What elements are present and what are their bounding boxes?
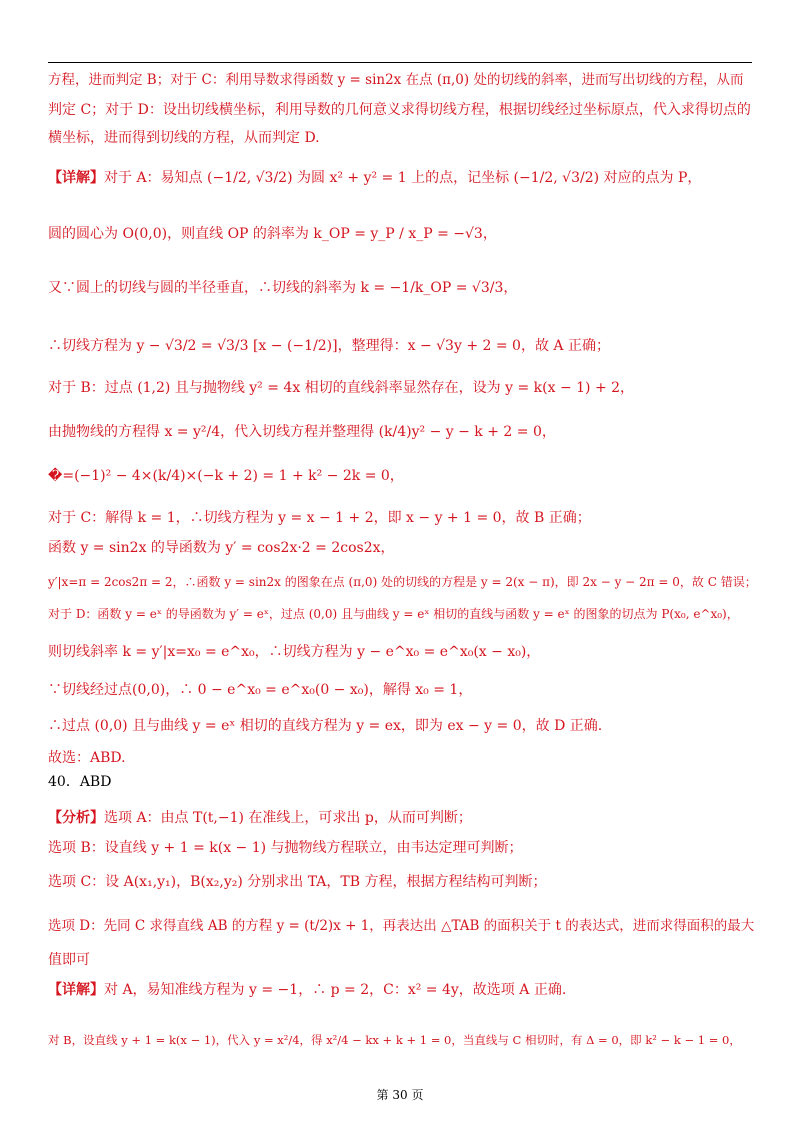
text-line: 【详解】对 A，易知准线方程为 y = −1，∴ p = 2，C：x² = 4y，故选项 A 正确. bbox=[48, 982, 567, 998]
text-line: 对于 C：解得 k = 1，∴切线方程为 y = x − 1 + 2，即 x − y + 1 = 0，故 B 正确； bbox=[48, 510, 591, 526]
text-line: 对于 D：函数 y = eˣ 的导函数为 y′ = eˣ，过点 (0,0) 且与曲线 y = eˣ 相切的直线与函数 y = eˣ 的图象的切点为 P(x₀, e^x₀)， bbox=[48, 607, 739, 621]
text-line: 由抛物线的方程得 x = y²/4，代入切线方程并整理得 (k/4)y² − y − k + 2 = 0， bbox=[48, 424, 556, 440]
text-line: 选项 B：设直线 y + 1 = k(x − 1) 与抛物线方程联立，由韦达定理可判断； bbox=[48, 840, 523, 856]
text-line: 又∵圆上的切线与圆的半径垂直，∴切线的斜率为 k = −1/k_OP = √3/3， bbox=[48, 280, 518, 296]
text-line: ∴切线方程为 y − √3/2 = √3/3 [x − (−1/2)]，整理得：x − √3y + 2 = 0，故 A 正确； bbox=[48, 338, 610, 354]
text-line: ∵切线经过点(0,0)，∴ 0 − e^x₀ = e^x₀(0 − x₀)，解得 x₀ = 1， bbox=[48, 682, 473, 698]
text-line: �=(−1)² − 4×(k/4)×(−k + 2) = 1 + k² − 2k = 0， bbox=[48, 468, 404, 484]
text-line: 方程，进而判定 B；对于 C：利用导数求得函数 y = sin2x 在点 (π,0) 处的切线的斜率，进而写出切线的方程，从而 bbox=[48, 72, 744, 88]
text-line: 选项 C：设 A(x₁,y₁)，B(x₂,y₂) 分别求出 TA，TB 方程，根据方程结构可判断； bbox=[48, 874, 547, 890]
text-line: 函数 y = sin2x 的导函数为 y′ = cos2x·2 = 2cos2x， bbox=[48, 540, 395, 556]
page-footer: 第 30 页 bbox=[376, 1088, 424, 1102]
text-line: 圆的圆心为 O(0,0)，则直线 OP 的斜率为 k_OP = y_P / x_P = −√3， bbox=[48, 226, 497, 242]
text-line: 对于 B：过点 (1,2) 且与抛物线 y² = 4x 相切的直线斜率显然存在，设为 y = k(x − 1) + 2， bbox=[48, 380, 635, 396]
text-line: 【分析】选项 A：由点 T(t,−1) 在准线上，可求出 p，从而可判断； bbox=[48, 810, 472, 826]
text-line: y′|x=π = 2cos2π = 2，∴函数 y = sin2x 的图象在点 (π,0) 处的切线的方程是 y = 2(x − π)，即 2x − y − 2π = 0，故 C 错误； bbox=[48, 575, 757, 589]
section-tag: 【详解】 bbox=[48, 982, 104, 998]
text-line: ∴过点 (0,0) 且与曲线 y = eˣ 相切的直线方程为 y = ex，即为 ex − y = 0，故 D 正确. bbox=[48, 718, 603, 734]
text-line: 判定 C；对于 D：设出切线横坐标，利用导数的几何意义求得切线方程，根据切线经过坐标原点，代入求得切点的 bbox=[48, 102, 751, 118]
text-line: 则切线斜率 k = y′|x=x₀ = e^x₀，∴切线方程为 y − e^x₀ = e^x₀(x − x₀)， bbox=[48, 644, 541, 660]
section-tag: 【详解】 bbox=[48, 170, 104, 186]
text-line: 选项 D：先同 C 求得直线 AB 的方程 y = (t/2)x + 1，再表达出 △TAB 的面积关于 t 的表达式，进而求得面积的最大 bbox=[48, 918, 755, 934]
section-tag: 【分析】 bbox=[48, 810, 104, 826]
text-line: 40．ABD bbox=[48, 774, 112, 790]
text-line: 故选：ABD. bbox=[48, 750, 126, 766]
text-line: 对 B，设直线 y + 1 = k(x − 1)，代入 y = x²/4，得 x²/4 − kx + k + 1 = 0，当直线与 C 相切时，有 Δ = 0，即 k² − k − 1 = 0， bbox=[48, 1033, 741, 1047]
text-line: 横坐标，进而得到切线的方程，从而判定 D. bbox=[48, 130, 320, 146]
text-line: 值即可 bbox=[48, 952, 90, 968]
header-rule bbox=[48, 62, 752, 63]
text-line: 【详解】对于 A：易知点 (−1/2, √3/2) 为圆 x² + y² = 1 上的点，记坐标 (−1/2, √3/2) 对应的点为 P， bbox=[48, 170, 702, 186]
